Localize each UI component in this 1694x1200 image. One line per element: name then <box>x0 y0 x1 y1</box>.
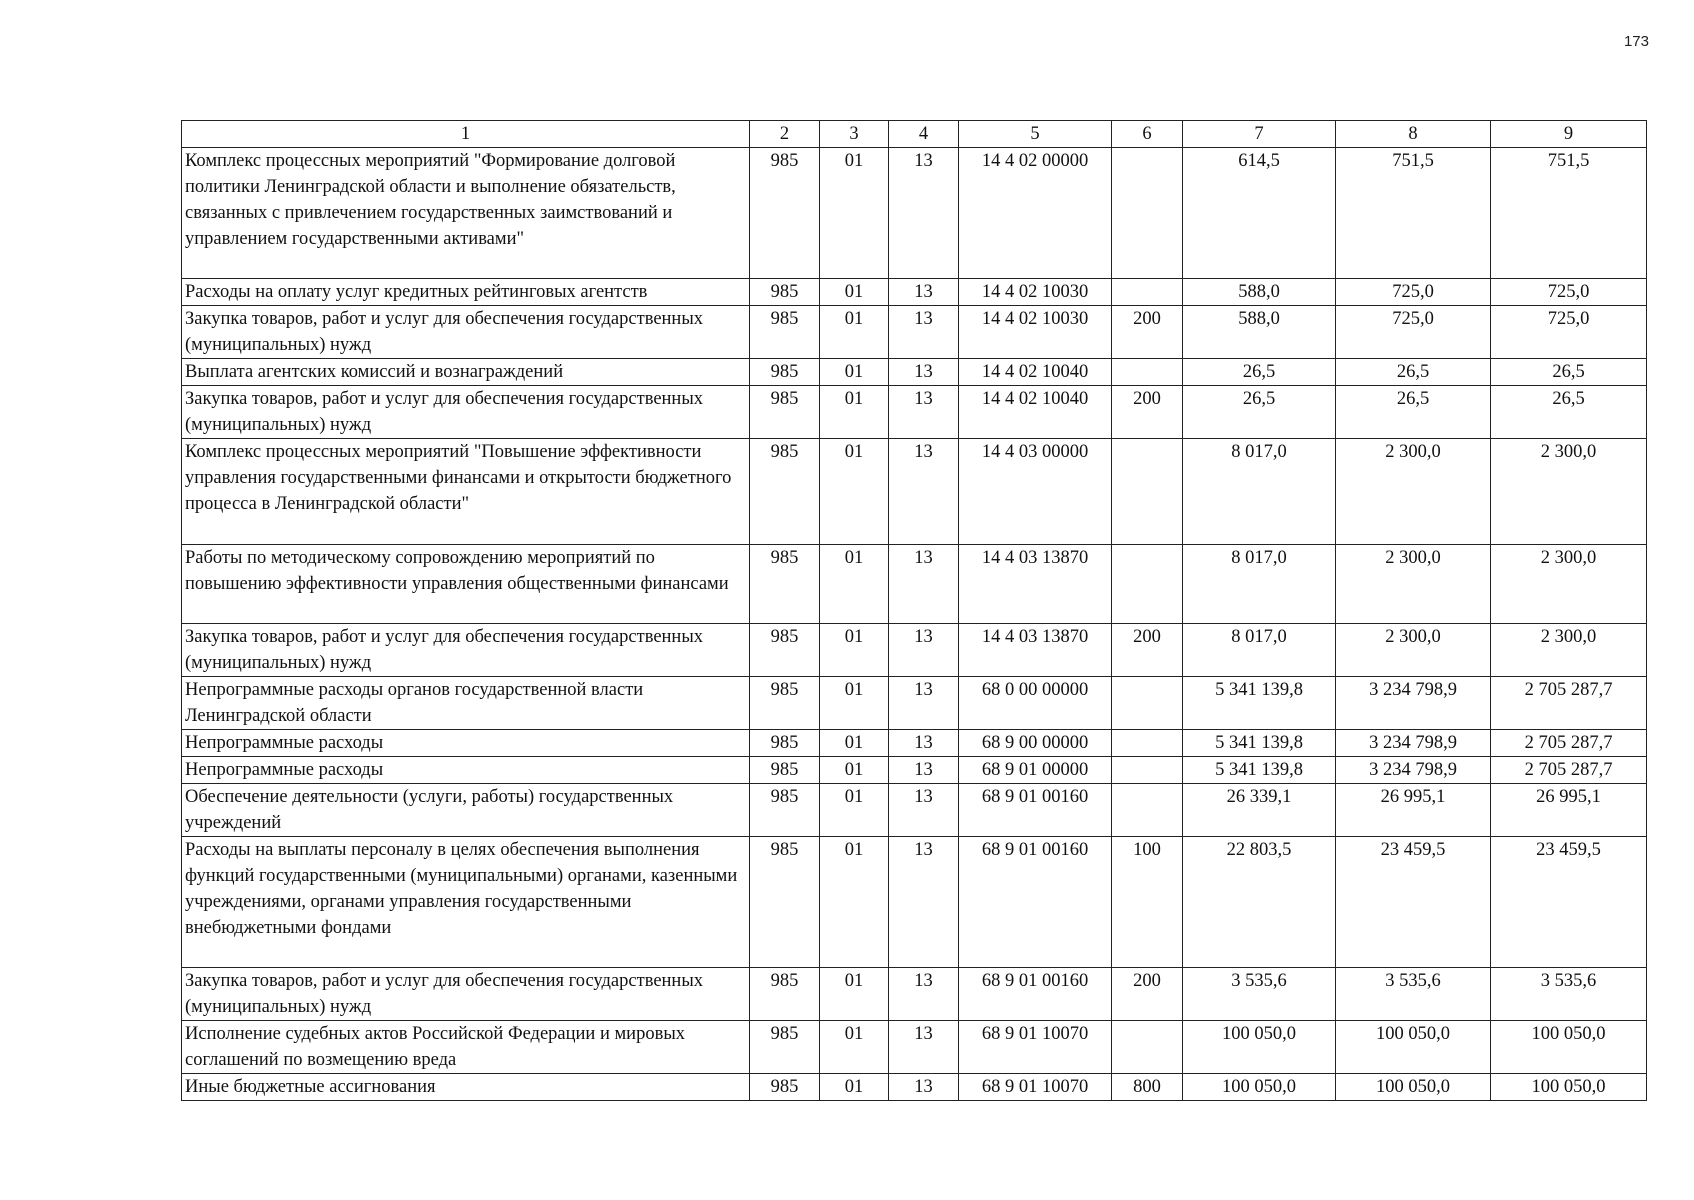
section-code-cell: 01 <box>820 757 889 784</box>
subsection-code-cell: 13 <box>889 968 959 1021</box>
table-row <box>182 968 1647 1021</box>
ministry-code-cell: 985 <box>750 359 820 386</box>
header-cell: 4 <box>889 121 959 148</box>
subsection-code-cell: 13 <box>889 837 959 968</box>
table-row <box>182 306 1647 359</box>
amount-cell: 26 995,1 <box>1336 784 1491 837</box>
target-article-cell: 14 4 02 10030 <box>959 279 1112 306</box>
expense-type-cell: 800 <box>1112 1074 1183 1101</box>
amount-cell: 5 341 139,8 <box>1183 677 1336 730</box>
table-row <box>182 677 1647 730</box>
amount-cell: 26,5 <box>1336 359 1491 386</box>
amount-cell: 26,5 <box>1491 386 1647 439</box>
section-code-cell: 01 <box>820 730 889 757</box>
header-cell: 9 <box>1491 121 1647 148</box>
table-row <box>182 1021 1647 1074</box>
amount-cell: 26 995,1 <box>1491 784 1647 837</box>
amount-cell: 725,0 <box>1491 306 1647 359</box>
target-article-cell: 68 9 01 00160 <box>959 837 1112 968</box>
expense-type-cell <box>1112 148 1183 279</box>
item-name-cell: Работы по методическому сопровождению мероприятий по повышению эффективности управления общественными финансами <box>182 545 750 624</box>
subsection-code-cell: 13 <box>889 624 959 677</box>
budget-table <box>181 120 1647 1101</box>
section-code-cell: 01 <box>820 279 889 306</box>
ministry-code-cell: 985 <box>750 730 820 757</box>
target-article-cell: 14 4 03 13870 <box>959 624 1112 677</box>
amount-cell: 725,0 <box>1336 279 1491 306</box>
section-code-cell: 01 <box>820 439 889 545</box>
amount-cell: 3 535,6 <box>1491 968 1647 1021</box>
table-row <box>182 359 1647 386</box>
amount-cell: 2 705 287,7 <box>1491 730 1647 757</box>
item-name-cell: Непрограммные расходы <box>182 757 750 784</box>
expense-type-cell: 100 <box>1112 837 1183 968</box>
expense-type-cell <box>1112 730 1183 757</box>
header-cell: 1 <box>182 121 750 148</box>
target-article-cell: 14 4 02 10040 <box>959 359 1112 386</box>
table-row <box>182 545 1647 624</box>
amount-cell: 3 535,6 <box>1183 968 1336 1021</box>
section-code-cell: 01 <box>820 545 889 624</box>
ministry-code-cell: 985 <box>750 1021 820 1074</box>
amount-cell: 8 017,0 <box>1183 439 1336 545</box>
subsection-code-cell: 13 <box>889 677 959 730</box>
section-code-cell: 01 <box>820 784 889 837</box>
amount-cell: 3 535,6 <box>1336 968 1491 1021</box>
amount-cell: 26,5 <box>1183 386 1336 439</box>
ministry-code-cell: 985 <box>750 757 820 784</box>
table-row <box>182 624 1647 677</box>
amount-cell: 2 705 287,7 <box>1491 677 1647 730</box>
amount-cell: 100 050,0 <box>1183 1074 1336 1101</box>
amount-cell: 5 341 139,8 <box>1183 757 1336 784</box>
expense-type-cell <box>1112 784 1183 837</box>
header-cell: 5 <box>959 121 1112 148</box>
amount-cell: 2 300,0 <box>1336 624 1491 677</box>
subsection-code-cell: 13 <box>889 1021 959 1074</box>
subsection-code-cell: 13 <box>889 148 959 279</box>
amount-cell: 3 234 798,9 <box>1336 730 1491 757</box>
section-code-cell: 01 <box>820 837 889 968</box>
amount-cell: 2 300,0 <box>1491 624 1647 677</box>
item-name-cell: Закупка товаров, работ и услуг для обеспечения государственных (муниципальных) нужд <box>182 306 750 359</box>
target-article-cell: 14 4 02 10040 <box>959 386 1112 439</box>
ministry-code-cell: 985 <box>750 148 820 279</box>
ministry-code-cell: 985 <box>750 306 820 359</box>
subsection-code-cell: 13 <box>889 386 959 439</box>
item-name-cell: Непрограммные расходы органов государственной власти Ленинградской области <box>182 677 750 730</box>
amount-cell: 100 050,0 <box>1491 1074 1647 1101</box>
header-cell: 7 <box>1183 121 1336 148</box>
amount-cell: 100 050,0 <box>1336 1074 1491 1101</box>
item-name-cell: Закупка товаров, работ и услуг для обеспечения государственных (муниципальных) нужд <box>182 624 750 677</box>
table-row <box>182 784 1647 837</box>
amount-cell: 588,0 <box>1183 279 1336 306</box>
amount-cell: 100 050,0 <box>1336 1021 1491 1074</box>
amount-cell: 26,5 <box>1491 359 1647 386</box>
subsection-code-cell: 13 <box>889 306 959 359</box>
amount-cell: 2 300,0 <box>1336 545 1491 624</box>
table-row <box>182 148 1647 279</box>
amount-cell: 100 050,0 <box>1183 1021 1336 1074</box>
item-name-cell: Расходы на оплату услуг кредитных рейтинговых агентств <box>182 279 750 306</box>
amount-cell: 614,5 <box>1183 148 1336 279</box>
amount-cell: 2 300,0 <box>1491 439 1647 545</box>
subsection-code-cell: 13 <box>889 1074 959 1101</box>
amount-cell: 2 300,0 <box>1491 545 1647 624</box>
amount-cell: 2 705 287,7 <box>1491 757 1647 784</box>
table-row <box>182 837 1647 968</box>
table-row <box>182 439 1647 545</box>
expense-type-cell <box>1112 757 1183 784</box>
amount-cell: 725,0 <box>1336 306 1491 359</box>
header-cell: 3 <box>820 121 889 148</box>
ministry-code-cell: 985 <box>750 624 820 677</box>
section-code-cell: 01 <box>820 306 889 359</box>
table-row <box>182 279 1647 306</box>
table-header-row <box>182 121 1647 148</box>
page-number: 173 <box>1623 33 1649 50</box>
amount-cell: 26 339,1 <box>1183 784 1336 837</box>
target-article-cell: 14 4 02 10030 <box>959 306 1112 359</box>
amount-cell: 8 017,0 <box>1183 624 1336 677</box>
ministry-code-cell: 985 <box>750 279 820 306</box>
amount-cell: 8 017,0 <box>1183 545 1336 624</box>
section-code-cell: 01 <box>820 1074 889 1101</box>
item-name-cell: Иные бюджетные ассигнования <box>182 1074 750 1101</box>
target-article-cell: 14 4 02 00000 <box>959 148 1112 279</box>
section-code-cell: 01 <box>820 1021 889 1074</box>
expense-type-cell <box>1112 677 1183 730</box>
expense-type-cell <box>1112 439 1183 545</box>
target-article-cell: 68 9 01 10070 <box>959 1021 1112 1074</box>
item-name-cell: Расходы на выплаты персоналу в целях обеспечения выполнения функций государственными (муниципальными) органами, казенными учреждениями, органами управления государственными внебюджетными фондами <box>182 837 750 968</box>
amount-cell: 3 234 798,9 <box>1336 677 1491 730</box>
target-article-cell: 68 9 00 00000 <box>959 730 1112 757</box>
item-name-cell: Закупка товаров, работ и услуг для обеспечения государственных (муниципальных) нужд <box>182 386 750 439</box>
subsection-code-cell: 13 <box>889 545 959 624</box>
table-row <box>182 757 1647 784</box>
amount-cell: 588,0 <box>1183 306 1336 359</box>
table-row <box>182 730 1647 757</box>
amount-cell: 2 300,0 <box>1336 439 1491 545</box>
section-code-cell: 01 <box>820 359 889 386</box>
amount-cell: 26,5 <box>1183 359 1336 386</box>
expense-type-cell <box>1112 1021 1183 1074</box>
ministry-code-cell: 985 <box>750 968 820 1021</box>
item-name-cell: Исполнение судебных актов Российской Федерации и мировых соглашений по возмещению вреда <box>182 1021 750 1074</box>
subsection-code-cell: 13 <box>889 757 959 784</box>
target-article-cell: 68 9 01 00000 <box>959 757 1112 784</box>
expense-type-cell <box>1112 279 1183 306</box>
section-code-cell: 01 <box>820 968 889 1021</box>
amount-cell: 5 341 139,8 <box>1183 730 1336 757</box>
amount-cell: 725,0 <box>1491 279 1647 306</box>
amount-cell: 23 459,5 <box>1336 837 1491 968</box>
amount-cell: 751,5 <box>1491 148 1647 279</box>
target-article-cell: 68 9 01 10070 <box>959 1074 1112 1101</box>
ministry-code-cell: 985 <box>750 784 820 837</box>
target-article-cell: 68 9 01 00160 <box>959 968 1112 1021</box>
expense-type-cell: 200 <box>1112 386 1183 439</box>
target-article-cell: 14 4 03 00000 <box>959 439 1112 545</box>
expense-type-cell: 200 <box>1112 624 1183 677</box>
ministry-code-cell: 985 <box>750 1074 820 1101</box>
header-cell: 6 <box>1112 121 1183 148</box>
ministry-code-cell: 985 <box>750 439 820 545</box>
expense-type-cell <box>1112 545 1183 624</box>
amount-cell: 23 459,5 <box>1491 837 1647 968</box>
section-code-cell: 01 <box>820 386 889 439</box>
subsection-code-cell: 13 <box>889 279 959 306</box>
subsection-code-cell: 13 <box>889 784 959 837</box>
ministry-code-cell: 985 <box>750 677 820 730</box>
amount-cell: 751,5 <box>1336 148 1491 279</box>
item-name-cell: Выплата агентских комиссий и вознаграждений <box>182 359 750 386</box>
subsection-code-cell: 13 <box>889 730 959 757</box>
section-code-cell: 01 <box>820 677 889 730</box>
target-article-cell: 68 9 01 00160 <box>959 784 1112 837</box>
amount-cell: 3 234 798,9 <box>1336 757 1491 784</box>
amount-cell: 100 050,0 <box>1491 1021 1647 1074</box>
expense-type-cell: 200 <box>1112 968 1183 1021</box>
header-cell: 8 <box>1336 121 1491 148</box>
item-name-cell: Обеспечение деятельности (услуги, работы) государственных учреждений <box>182 784 750 837</box>
ministry-code-cell: 985 <box>750 545 820 624</box>
target-article-cell: 68 0 00 00000 <box>959 677 1112 730</box>
table-row <box>182 1074 1647 1101</box>
item-name-cell: Комплекс процессных мероприятий "Повышение эффективности управления государственными финансами и открытости бюджетного процесса в Ленинградской области" <box>182 439 750 545</box>
expense-type-cell <box>1112 359 1183 386</box>
target-article-cell: 14 4 03 13870 <box>959 545 1112 624</box>
subsection-code-cell: 13 <box>889 359 959 386</box>
amount-cell: 22 803,5 <box>1183 837 1336 968</box>
item-name-cell: Закупка товаров, работ и услуг для обеспечения государственных (муниципальных) нужд <box>182 968 750 1021</box>
ministry-code-cell: 985 <box>750 837 820 968</box>
table-row <box>182 386 1647 439</box>
amount-cell: 26,5 <box>1336 386 1491 439</box>
header-cell: 2 <box>750 121 820 148</box>
ministry-code-cell: 985 <box>750 386 820 439</box>
item-name-cell: Комплекс процессных мероприятий "Формирование долговой политики Ленинградской области и выполнение обязательств, связанных с привлечением государственных заимствований и управлением государственными активами" <box>182 148 750 279</box>
expense-type-cell: 200 <box>1112 306 1183 359</box>
subsection-code-cell: 13 <box>889 439 959 545</box>
section-code-cell: 01 <box>820 624 889 677</box>
section-code-cell: 01 <box>820 148 889 279</box>
item-name-cell: Непрограммные расходы <box>182 730 750 757</box>
